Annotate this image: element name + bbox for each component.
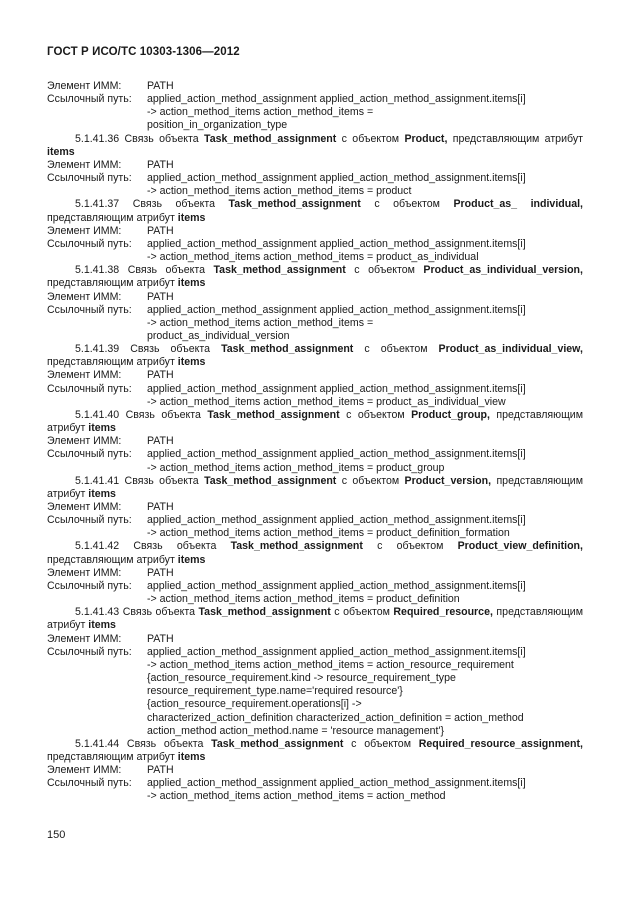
- ref-path-row: [47, 580, 583, 593]
- ref-path-label: Ссылочный путь:: [47, 303, 132, 316]
- heading-mid: с объектом: [336, 132, 405, 145]
- element-label: Элемент ИММ:: [47, 158, 122, 171]
- attribute-name: items: [177, 553, 206, 566]
- heading-mid: с объектом: [353, 343, 439, 356]
- ref-path-line: applied_action_method_assignment applied_action_method_assignment.items[i]: [147, 579, 526, 592]
- element-label: Элемент ИММ:: [47, 632, 122, 645]
- element-row: [47, 369, 583, 382]
- target-entity: Product_version,: [404, 474, 492, 487]
- target-entity: Required_resource_assignment,: [418, 737, 583, 750]
- heading-mid: с объектом: [362, 540, 458, 553]
- ref-path-row: [47, 646, 583, 659]
- entity-name: Task_method_assignment: [230, 540, 363, 553]
- ref-path-line: position_in_organization_type: [147, 119, 288, 132]
- section-heading: [47, 343, 583, 369]
- element-label: Элемент ИММ:: [47, 566, 122, 579]
- heading-mid: с объектом: [330, 606, 394, 619]
- ref-path-label: Ссылочный путь:: [47, 93, 132, 106]
- ref-path-label: Ссылочный путь:: [47, 777, 132, 790]
- heading-mid: с объектом: [360, 198, 454, 211]
- element-row: [47, 501, 583, 514]
- section-heading: [47, 409, 583, 435]
- ref-path-line: applied_action_method_assignment applied_action_method_assignment.items[i]: [147, 514, 526, 527]
- ref-path-line: applied_action_method_assignment applied_action_method_assignment.items[i]: [147, 237, 526, 250]
- heading-suffix: представляющим атрибут: [47, 356, 178, 369]
- ref-path-row: [47, 383, 583, 396]
- ref-path-line: -> action_method_items action_method_items = product: [147, 185, 412, 198]
- heading-prefix: 5.1.41.44 Связь объекта: [75, 737, 212, 750]
- element-row: [47, 633, 583, 646]
- heading-prefix: 5.1.41.43 Связь объекта: [75, 606, 199, 619]
- attribute-name: items: [177, 211, 206, 224]
- ref-path-line: characterized_action_definition characterized_action_definition = action_method: [147, 711, 524, 724]
- target-entity: Product_as_ individual,: [453, 198, 583, 211]
- attribute-name: items: [47, 145, 75, 158]
- ref-path-line: applied_action_method_assignment applied_action_method_assignment.items[i]: [147, 382, 526, 395]
- entity-name: Task_method_assignment: [198, 606, 331, 619]
- section-heading: [47, 475, 583, 501]
- section-heading: [47, 264, 583, 290]
- attribute-name: items: [177, 277, 206, 290]
- attribute-name: items: [88, 487, 116, 500]
- ref-path-label: Ссылочный путь:: [47, 579, 132, 592]
- ref-path-row: [47, 514, 583, 527]
- element-label: Элемент ИММ:: [47, 224, 122, 237]
- ref-path-line: applied_action_method_assignment applied_action_method_assignment.items[i]: [147, 645, 526, 658]
- element-value: PATH: [147, 632, 174, 645]
- section-list: [47, 133, 583, 804]
- element-value: PATH: [147, 764, 174, 777]
- heading-suffix: представляющим атрибут: [47, 750, 178, 763]
- ref-path-line: product_as_individual_version: [147, 329, 290, 342]
- element-value: PATH: [147, 566, 174, 579]
- heading-suffix: представляющим атрибут: [47, 408, 583, 435]
- element-value: PATH: [147, 369, 174, 382]
- element-value: PATH: [147, 501, 174, 513]
- ref-path-label: Ссылочный путь:: [47, 514, 132, 527]
- ref-path-line: applied_action_method_assignment applied_action_method_assignment.items[i]: [147, 172, 526, 185]
- target-entity: Product_as_individual_view,: [438, 343, 583, 356]
- ref-path-row: [47, 448, 583, 461]
- ref-path-line: -> action_method_items action_method_items = action_resource_requirement: [147, 658, 514, 671]
- intro-block: [47, 80, 583, 133]
- ref-path-line: -> action_method_items action_method_items = product_as_individual: [147, 251, 479, 264]
- ref-path-line: -> action_method_items action_method_items =: [147, 316, 374, 329]
- section-block: [47, 198, 583, 264]
- ref-path-row: [47, 93, 583, 106]
- ref-path-line: applied_action_method_assignment applied_action_method_assignment.items[i]: [147, 93, 526, 106]
- ref-path-line: {action_resource_requirement.kind -> resource_requirement_type: [147, 672, 456, 685]
- heading-suffix: представляющим атрибут: [47, 474, 583, 500]
- section-heading: [47, 133, 583, 159]
- ref-path-row: [47, 238, 583, 251]
- heading-mid: с объектом: [345, 264, 424, 277]
- element-row: [47, 435, 583, 448]
- ref-path-line: -> action_method_items action_method_items =: [147, 106, 374, 119]
- element-label: Элемент ИММ:: [47, 369, 122, 382]
- heading-suffix: представляющим атрибут: [47, 606, 583, 632]
- section-heading: [47, 198, 583, 224]
- heading-mid: с объектом: [336, 474, 405, 487]
- ref-path-line: -> action_method_items action_method_items = product_definition: [147, 593, 460, 606]
- element-row: [47, 225, 583, 238]
- target-entity: Required_resource,: [393, 606, 493, 619]
- ref-path-line: applied_action_method_assignment applied_action_method_assignment.items[i]: [147, 777, 526, 790]
- entity-name: Task_method_assignment: [204, 132, 337, 145]
- heading-suffix: представляющим атрибут: [47, 211, 178, 224]
- heading-prefix: 5.1.41.36 Связь объекта: [75, 132, 205, 145]
- element-label: Элемент ИММ:: [47, 435, 122, 448]
- heading-mid: с объектом: [339, 408, 412, 421]
- document-body: [47, 80, 583, 804]
- attribute-name: items: [88, 619, 116, 632]
- section-heading: [47, 540, 583, 566]
- element-label: Элемент ИММ:: [47, 290, 122, 303]
- entity-name: Task_method_assignment: [228, 198, 361, 211]
- heading-prefix: 5.1.41.41 Связь объекта: [75, 474, 205, 487]
- heading-suffix: представляющим атрибут: [447, 132, 583, 145]
- entity-name: Task_method_assignment: [221, 343, 354, 356]
- section-block: [47, 540, 583, 606]
- target-entity: Product_view_definition,: [457, 540, 583, 553]
- section-heading: [47, 606, 583, 632]
- element-value: PATH: [147, 290, 174, 303]
- section-block: [47, 409, 583, 475]
- section-block: [47, 264, 583, 343]
- section-block: [47, 738, 583, 804]
- element-label: Элемент ИММ:: [47, 501, 122, 513]
- element-label: Элемент ИММ:: [47, 80, 122, 92]
- element-row: [47, 764, 583, 777]
- target-entity: Product,: [404, 132, 448, 145]
- attribute-name: items: [177, 750, 206, 763]
- ref-path-line: applied_action_method_assignment applied_action_method_assignment.items[i]: [147, 448, 526, 461]
- element-label: Элемент ИММ:: [47, 764, 122, 777]
- ref-path-line: -> action_method_items action_method_items = product_group: [147, 461, 445, 474]
- section-block: [47, 343, 583, 409]
- ref-path-label: Ссылочный путь:: [47, 645, 132, 658]
- section-block: [47, 133, 583, 199]
- ref-path-label: Ссылочный путь:: [47, 448, 132, 461]
- element-value: PATH: [147, 80, 174, 92]
- ref-path-row: [47, 172, 583, 185]
- ref-path-line: {action_resource_requirement.operations[i] ->: [147, 698, 362, 711]
- element-row: [47, 159, 583, 172]
- element-row: [47, 291, 583, 304]
- ref-path-line: applied_action_method_assignment applied_action_method_assignment.items[i]: [147, 303, 526, 316]
- section-heading: [47, 738, 583, 764]
- section-block: [47, 475, 583, 541]
- element-value: PATH: [147, 435, 174, 448]
- heading-suffix: представляющим атрибут: [47, 277, 178, 290]
- entity-name: Task_method_assignment: [204, 474, 337, 487]
- ref-path-row: [47, 777, 583, 790]
- heading-prefix: 5.1.41.40 Связь объекта: [75, 408, 208, 421]
- entity-name: Task_method_assignment: [213, 264, 346, 277]
- ref-path-line: -> action_method_items action_method_items = product_definition_formation: [147, 527, 510, 540]
- ref-path-line: -> action_method_items action_method_items = action_method: [147, 790, 446, 803]
- heading-prefix: 5.1.41.42 Связь объекта: [75, 540, 231, 553]
- heading-mid: с объектом: [343, 737, 419, 750]
- ref-path-line: resource_requirement_type.name='required resource'}: [147, 685, 403, 698]
- element-row: [47, 567, 583, 580]
- attribute-name: items: [177, 356, 206, 369]
- ref-path-label: Ссылочный путь:: [47, 382, 132, 395]
- heading-prefix: 5.1.41.37 Связь объекта: [75, 198, 229, 211]
- ref-path-label: Ссылочный путь:: [47, 237, 132, 250]
- element-value: PATH: [147, 224, 174, 237]
- heading-suffix: представляющим атрибут: [47, 553, 178, 566]
- element-value: PATH: [147, 158, 174, 171]
- section-block: [47, 606, 583, 738]
- entity-name: Task_method_assignment: [207, 408, 340, 421]
- page-number: 150: [47, 829, 66, 841]
- ref-path-line: action_method action_method.name = 'resource management'}: [147, 724, 445, 737]
- heading-prefix: 5.1.41.39 Связь объекта: [75, 343, 222, 356]
- ref-path-row: [47, 304, 583, 317]
- element-row: [47, 80, 583, 93]
- entity-name: Task_method_assignment: [211, 737, 344, 750]
- target-entity: Product_as_individual_version,: [423, 264, 583, 277]
- heading-prefix: 5.1.41.38 Связь объекта: [75, 264, 214, 277]
- document-header: ГОСТ Р ИСО/ТС 10303-1306—2012: [47, 46, 240, 58]
- target-entity: Product_group,: [411, 408, 490, 421]
- ref-path-label: Ссылочный путь:: [47, 172, 132, 185]
- ref-path-line: -> action_method_items action_method_items = product_as_individual_view: [147, 395, 506, 408]
- attribute-name: items: [88, 422, 116, 435]
